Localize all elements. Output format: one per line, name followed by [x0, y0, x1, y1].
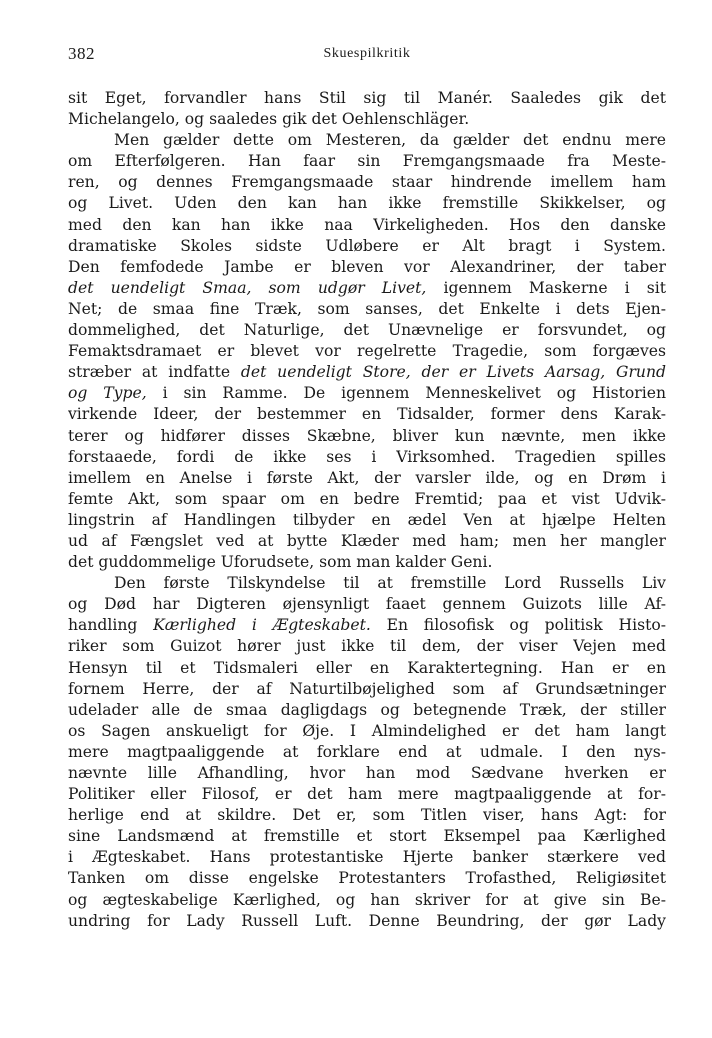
- text-line: [68, 172, 666, 193]
- text-segment: Michelangelo, og saaledes gik det Oehlenschläger.: [68, 110, 470, 129]
- text-segment: stræber at indfatte: [68, 363, 241, 382]
- italic-text: Kærlighed i Ægteskabet.: [153, 616, 371, 635]
- running-title: Skuespilkritik: [323, 46, 411, 61]
- text-segment: En filosofisk og politisk Histo-: [370, 616, 666, 635]
- text-segment: med den kan han ikke naa Virkeligheden. Hos den danske: [68, 215, 666, 234]
- text-segment: Net; de smaa fine Træk, som sanses, det Enkelte i dets Ejen-: [68, 299, 666, 318]
- text-segment: om Efterfølgeren. Han faar sin Fremgangsmaade fra Meste-: [68, 152, 666, 171]
- text-line: [68, 341, 666, 362]
- text-segment: Politiker eller Filosof, er det ham mere magtpaaliggende at for-: [68, 785, 666, 804]
- text-segment: Den femfodede Jambe er bleven vor Alexandriner, der taber: [68, 257, 666, 276]
- text-line: [68, 847, 666, 868]
- text-segment: herlige end at skildre. Det er, som Titlen viser, hans Agt: for: [68, 806, 666, 825]
- text-line: [68, 362, 666, 383]
- text-segment: handling: [68, 616, 154, 635]
- text-line: [68, 151, 666, 172]
- text-segment: udelader alle de smaa dagligdags og betegnende Træk, der stiller: [68, 700, 666, 719]
- body-text: [68, 88, 666, 932]
- text-line: [68, 784, 666, 805]
- text-segment: lingstrin af Handlingen tilbyder en ædel Ven at hjælpe Helten: [68, 510, 666, 529]
- text-segment: Den første Tilskyndelse til at fremstille Lord Russells Liv: [114, 574, 666, 593]
- text-line: [68, 911, 666, 932]
- text-segment: Hensyn til et Tidsmaleri eller en Karaktertegning. Han er en: [68, 658, 666, 677]
- text-segment: Men gælder dette om Mesteren, da gælder det endnu mere: [114, 131, 666, 150]
- text-segment: terer og hidfører disses Skæbne, bliver kun nævnte, men ikke: [68, 426, 666, 445]
- text-line: [68, 257, 666, 278]
- text-segment: og ægteskabelige Kærlighed, og han skriver for at give sin Be-: [68, 890, 666, 909]
- text-line: [68, 890, 666, 911]
- text-segment: ud af Fængslet ved at bytte Klæder med ham; men her mangler: [68, 531, 666, 550]
- text-line: [68, 383, 666, 404]
- text-line: [68, 658, 666, 679]
- text-line: [68, 615, 666, 636]
- text-line: [68, 447, 666, 468]
- text-line: [68, 88, 666, 109]
- text-segment: igennem Maskerne i sit: [426, 278, 666, 297]
- text-line: [68, 826, 666, 847]
- text-segment: dommelighed, det Naturlige, det Unævnelige er forsvundet, og: [68, 321, 666, 340]
- text-line: [68, 426, 666, 447]
- text-line: [68, 489, 666, 510]
- text-line: [68, 679, 666, 700]
- text-segment: i Ægteskabet. Hans protestantiske Hjerte banker stærkere ved: [68, 848, 666, 867]
- text-line: [68, 193, 666, 214]
- text-line: [68, 404, 666, 425]
- italic-text: og Type,: [68, 384, 147, 403]
- text-line: [68, 700, 666, 721]
- text-line: [68, 531, 666, 552]
- text-segment: det guddommelige Uforudsete, som man kalder Geni.: [68, 553, 493, 572]
- text-segment: virkende Ideer, der bestemmer en Tidsalder, former dens Karak-: [68, 405, 666, 424]
- text-segment: og Død har Digteren øjensynligt faaet gennem Guizots lille Af-: [68, 595, 666, 614]
- text-segment: og Livet. Uden den kan han ikke fremstille Skikkelser, og: [68, 194, 666, 213]
- text-line: [68, 510, 666, 531]
- text-segment: sit Eget, forvandler hans Stil sig til Manér. Saaledes gik det: [68, 89, 666, 107]
- text-line: [68, 763, 666, 784]
- text-line: [68, 805, 666, 826]
- text-line: [68, 109, 666, 130]
- text-line: [68, 215, 666, 236]
- text-line: [68, 236, 666, 257]
- text-line: [68, 468, 666, 489]
- page-number: 382: [68, 44, 95, 63]
- italic-text: det uendeligt Smaa, som udgør Livet,: [68, 278, 427, 297]
- text-segment: fornem Herre, der af Naturtilbøjelighed som af Grundsætninger: [68, 679, 666, 698]
- text-segment: Femaktsdramaet er blevet vor regelrette Tragedie, som forgæves: [68, 342, 666, 361]
- text-line: [68, 573, 666, 594]
- text-line: [68, 636, 666, 657]
- text-segment: os Sagen anskueligt for Øje. I Almindelighed er det ham langt: [68, 721, 666, 740]
- text-segment: mere magtpaaliggende at forklare end at udmale. I den nys-: [68, 742, 666, 761]
- text-segment: forstaaede, fordi de ikke ses i Virksomhed. Tragedien spilles: [68, 447, 666, 466]
- text-segment: undring for Lady Russell Luft. Denne Beundring, der gør Lady: [68, 911, 666, 930]
- italic-text: det uendeligt Store, der er Livets Aarsag, Grund: [240, 363, 666, 382]
- text-segment: imellem en Anelse i første Akt, der varsler ilde, og en Drøm i: [68, 468, 666, 487]
- text-line: [68, 320, 666, 341]
- text-segment: i sin Ramme. De igennem Menneskelivet og Historien: [146, 384, 666, 403]
- text-segment: sine Landsmænd at fremstille et stort Eksempel paa Kærlighed: [68, 827, 666, 846]
- text-segment: Tanken om disse engelske Protestanters Trofasthed, Religiøsitet: [68, 869, 666, 888]
- text-segment: ren, og dennes Fremgangsmaade staar hindrende imellem ham: [68, 173, 666, 192]
- text-line: [68, 742, 666, 763]
- text-line: [68, 278, 666, 299]
- text-line: [68, 721, 666, 742]
- text-segment: dramatiske Skoles sidste Udløbere er Alt bragt i System.: [68, 236, 666, 255]
- text-line: [68, 594, 666, 615]
- text-line: [68, 868, 666, 889]
- text-line: [68, 130, 666, 151]
- text-line: [68, 299, 666, 320]
- text-segment: femte Akt, som spaar om en bedre Fremtid; paa et vist Udvik-: [68, 489, 666, 508]
- text-segment: riker som Guizot hører just ikke til dem, der viser Vejen med: [68, 637, 666, 656]
- text-segment: nævnte lille Afhandling, hvor han mod Sædvane hverken er: [68, 764, 666, 782]
- text-line: [68, 552, 666, 573]
- page-header: [68, 44, 666, 68]
